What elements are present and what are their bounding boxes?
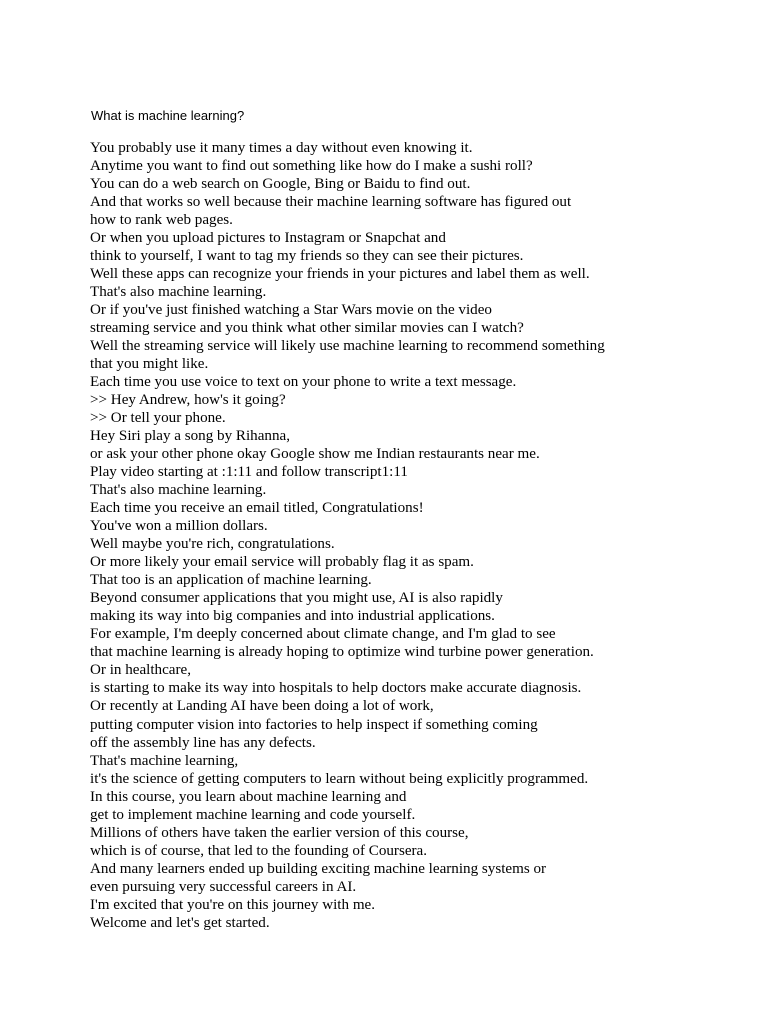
document-title: What is machine learning? — [91, 108, 245, 123]
transcript-line: Play video starting at :1:11 and follow transcript1:11 — [90, 464, 408, 481]
transcript-line: In this course, you learn about machine learning and — [90, 788, 407, 805]
transcript-line: Beyond consumer applications that you might use, AI is also rapidly — [90, 590, 503, 607]
transcript-line: Or more likely your email service will probably flag it as spam. — [90, 554, 474, 571]
transcript-line: You can do a web search on Google, Bing or Baidu to find out. — [90, 176, 471, 193]
transcript-line: that machine learning is already hoping to optimize wind turbine power generation. — [90, 644, 594, 661]
transcript-line: Welcome and let's get started. — [90, 914, 270, 931]
transcript-line: Or if you've just finished watching a Star Wars movie on the video — [90, 302, 492, 319]
transcript-line: >> Hey Andrew, how's it going? — [90, 392, 286, 409]
transcript-line: For example, I'm deeply concerned about climate change, and I'm glad to see — [90, 626, 556, 643]
transcript-line: Or in healthcare, — [90, 662, 191, 679]
transcript-line: Or when you upload pictures to Instagram or Snapchat and — [90, 230, 446, 247]
transcript-line: >> Or tell your phone. — [90, 410, 226, 427]
transcript-line: Well these apps can recognize your friends in your pictures and label them as well. — [90, 266, 590, 283]
transcript-line: that you might like. — [90, 356, 209, 373]
transcript-line: is starting to make its way into hospitals to help doctors make accurate diagnosis. — [90, 680, 582, 697]
transcript-line: off the assembly line has any defects. — [90, 734, 316, 751]
transcript-body — [90, 139, 730, 932]
transcript-line: And many learners ended up building exciting machine learning systems or — [90, 860, 547, 877]
transcript-line: putting computer vision into factories to help inspect if something coming — [90, 716, 538, 733]
transcript-line: Well the streaming service will likely use machine learning to recommend something — [90, 338, 605, 355]
transcript-line: it's the science of getting computers to learn without being explicitly programmed. — [90, 770, 589, 787]
transcript-line: And that works so well because their machine learning software has figured out — [90, 194, 572, 211]
transcript-line: Or recently at Landing AI have been doing a lot of work, — [90, 698, 434, 715]
transcript-line: That's machine learning, — [90, 752, 239, 769]
transcript-line: Each time you receive an email titled, Congratulations! — [90, 500, 424, 517]
transcript-line: which is of course, that led to the founding of Coursera. — [90, 842, 428, 859]
transcript-line: Anytime you want to find out something like how do I make a sushi roll? — [90, 158, 533, 175]
transcript-line: how to rank web pages. — [90, 212, 233, 229]
transcript-line: making its way into big companies and into industrial applications. — [90, 608, 495, 625]
transcript-line: even pursuing very successful careers in AI. — [90, 878, 357, 895]
transcript-line: think to yourself, I want to tag my friends so they can see their pictures. — [90, 248, 524, 265]
transcript-line: You probably use it many times a day without even knowing it. — [90, 140, 473, 156]
transcript-line: Millions of others have taken the earlier version of this course, — [90, 824, 469, 841]
transcript-line: Well maybe you're rich, congratulations. — [90, 536, 335, 553]
transcript-line: streaming service and you think what other similar movies can I watch? — [90, 320, 524, 337]
transcript-line: Each time you use voice to text on your phone to write a text message. — [90, 374, 517, 391]
transcript-line: That's also machine learning. — [90, 284, 267, 301]
transcript-line: That's also machine learning. — [90, 482, 267, 499]
transcript-line: You've won a million dollars. — [90, 518, 268, 535]
transcript-line: Hey Siri play a song by Rihanna, — [90, 428, 290, 445]
transcript-line: or ask your other phone okay Google show me Indian restaurants near me. — [90, 446, 540, 463]
transcript-line: I'm excited that you're on this journey with me. — [90, 896, 376, 913]
transcript-line: get to implement machine learning and code yourself. — [90, 806, 416, 823]
transcript-line: That too is an application of machine learning. — [90, 572, 372, 589]
